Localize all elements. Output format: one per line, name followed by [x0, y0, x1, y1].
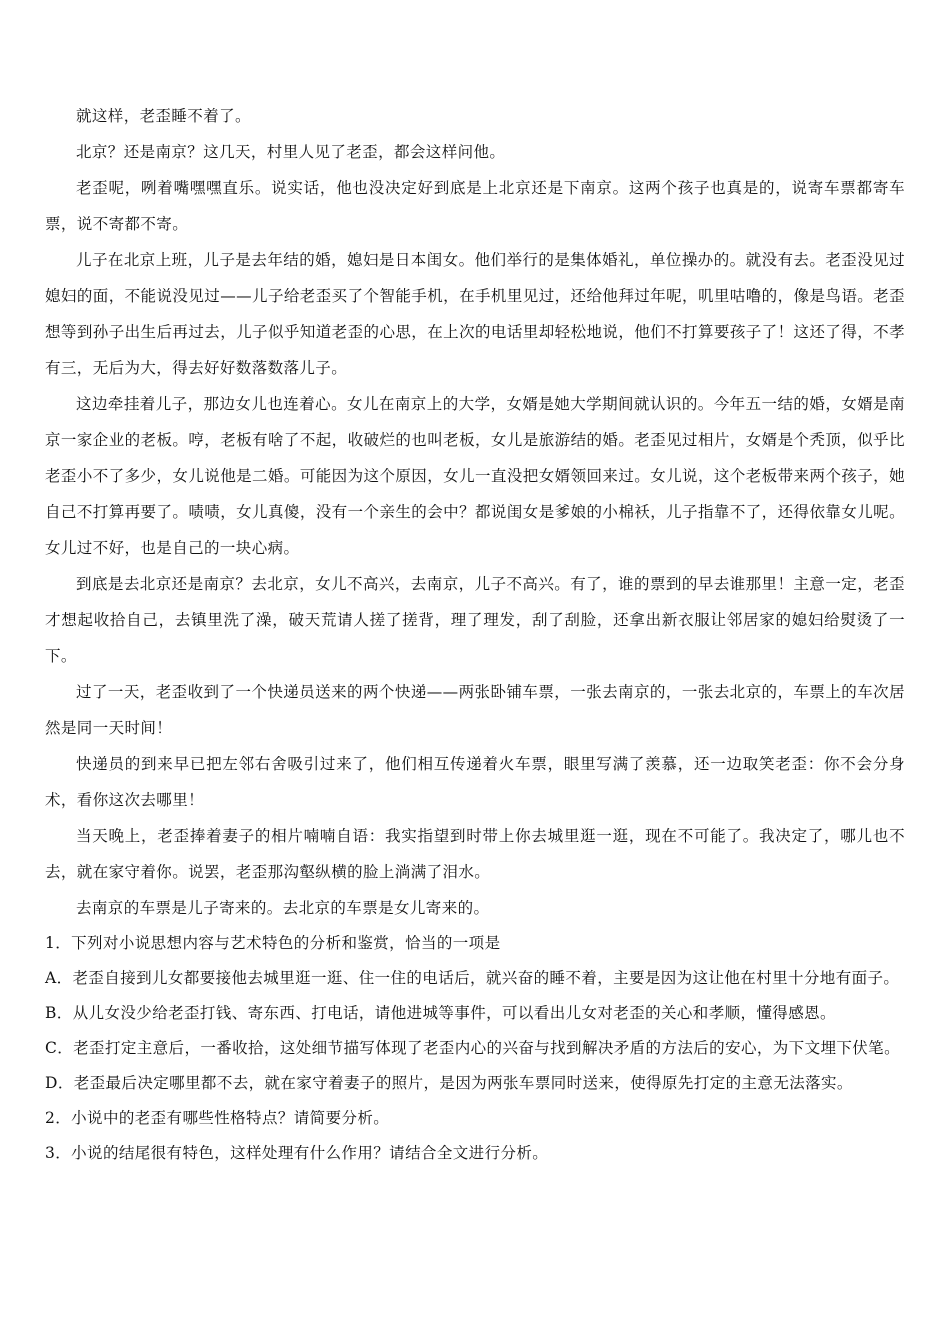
passage-paragraph: 就这样，老歪睡不着了。: [76, 107, 251, 125]
question-1-stem: 1．下列对小说思想内容与艺术特色的分析和鉴赏，恰当的一项是: [45, 934, 501, 952]
passage-paragraph: 快递员的到来早已把左邻右舍吸引过来了，他们相互传递着火车票，眼里写满了羡慕，还一边取笑老歪：你不会分身术，看你这次去哪里！: [45, 755, 905, 809]
question-3: 3．小说的结尾很有特色，这样处理有什么作用？请结合全文进行分析。: [45, 1144, 549, 1162]
passage-paragraph: 到底是去北京还是南京？去北京，女儿不高兴，去南京，儿子不高兴。有了，谁的票到的早去谁那里！主意一定，老歪才想起收拾自己，去镇里洗了澡，破天荒请人搓了搓背，理了理发，刮了刮脸，还拿出新衣服让邻居家的媳妇给熨烫了一下。: [45, 575, 905, 665]
passage-paragraph: 北京？还是南京？这几天，村里人见了老歪，都会这样问他。: [76, 143, 506, 161]
passage-paragraph: 过了一天，老歪收到了一个快递员送来的两个快递——两张卧铺车票，一张去南京的，一张去北京的，车票上的车次居然是同一天时间！: [45, 683, 905, 737]
passage-paragraph: 当天晚上，老歪捧着妻子的相片喃喃自语：我实指望到时带上你去城里逛一逛，现在不可能了。我决定了，哪儿也不去，就在家守着你。说罢，老歪那沟壑纵横的脸上淌满了泪水。: [45, 827, 905, 881]
passage-paragraph: 这边牵挂着儿子，那边女儿也连着心。女儿在南京上的大学，女婿是她大学期间就认识的。今年五一结的婚，女婿是南京一家企业的老板。哼，老板有啥了不起，收破烂的也叫老板，女儿是旅游结的婚。老歪见过相片，女婿是个秃顶，似乎比老歪小不了多少，女儿说他是二婚。可能因为这个原因，女儿一直没把女婿领回来过。女儿说，这个老板带来两个孩子，她自己不打算再要了。啧啧，女儿真傻，没有一个亲生的会中？都说闺女是爹娘的小棉袄，儿子指靠不了，还得依靠女儿呢。女儿过不好，也是自己的一块心病。: [45, 395, 905, 557]
question-1-option-c: C．老歪打定主意后，一番收拾，这处细节描写体现了老歪内心的兴奋与找到解决矛盾的方法后的安心，为下文埋下伏笔。: [45, 1039, 900, 1057]
question-1-option-a: A．老歪自接到儿女都要接他去城里逛一逛、住一住的电话后，就兴奋的睡不着，主要是因为这让他在村里十分地有面子。: [45, 969, 900, 987]
passage-paragraph: 儿子在北京上班，儿子是去年结的婚，媳妇是日本闺女。他们举行的是集体婚礼，单位操办的。就没有去。老歪没见过媳妇的面，不能说没见过——儿子给老歪买了个智能手机，在手机里见过，还给他拜过年呢，叽里咕噜的，像是鸟语。老歪想等到孙子出生后再过去，儿子似乎知道老歪的心思，在上次的电话里却轻松地说，他们不打算要孩子了！这还了得，不孝有三，无后为大，得去好好数落数落儿子。: [45, 251, 905, 377]
passage-paragraph: 去南京的车票是儿子寄来的。去北京的车票是女儿寄来的。: [76, 899, 490, 917]
question-1-option-b: B．从儿女没少给老歪打钱、寄东西、打电话，请他进城等事件，可以看出儿女对老歪的关心和孝顺，懂得感恩。: [45, 1004, 836, 1022]
passage-paragraph: 老歪呢，咧着嘴嘿嘿直乐。说实话，他也没决定好到底是上北京还是下南京。这两个孩子也真是的，说寄车票都寄车票，说不寄都不寄。: [45, 179, 905, 233]
document-page: [45, 98, 905, 1171]
question-1-option-d: D．老歪最后决定哪里都不去，就在家守着妻子的照片，是因为两张车票同时送来，使得原先打定的主意无法落实。: [45, 1074, 853, 1092]
question-2: 2．小说中的老歪有哪些性格特点？请简要分析。: [45, 1109, 390, 1127]
